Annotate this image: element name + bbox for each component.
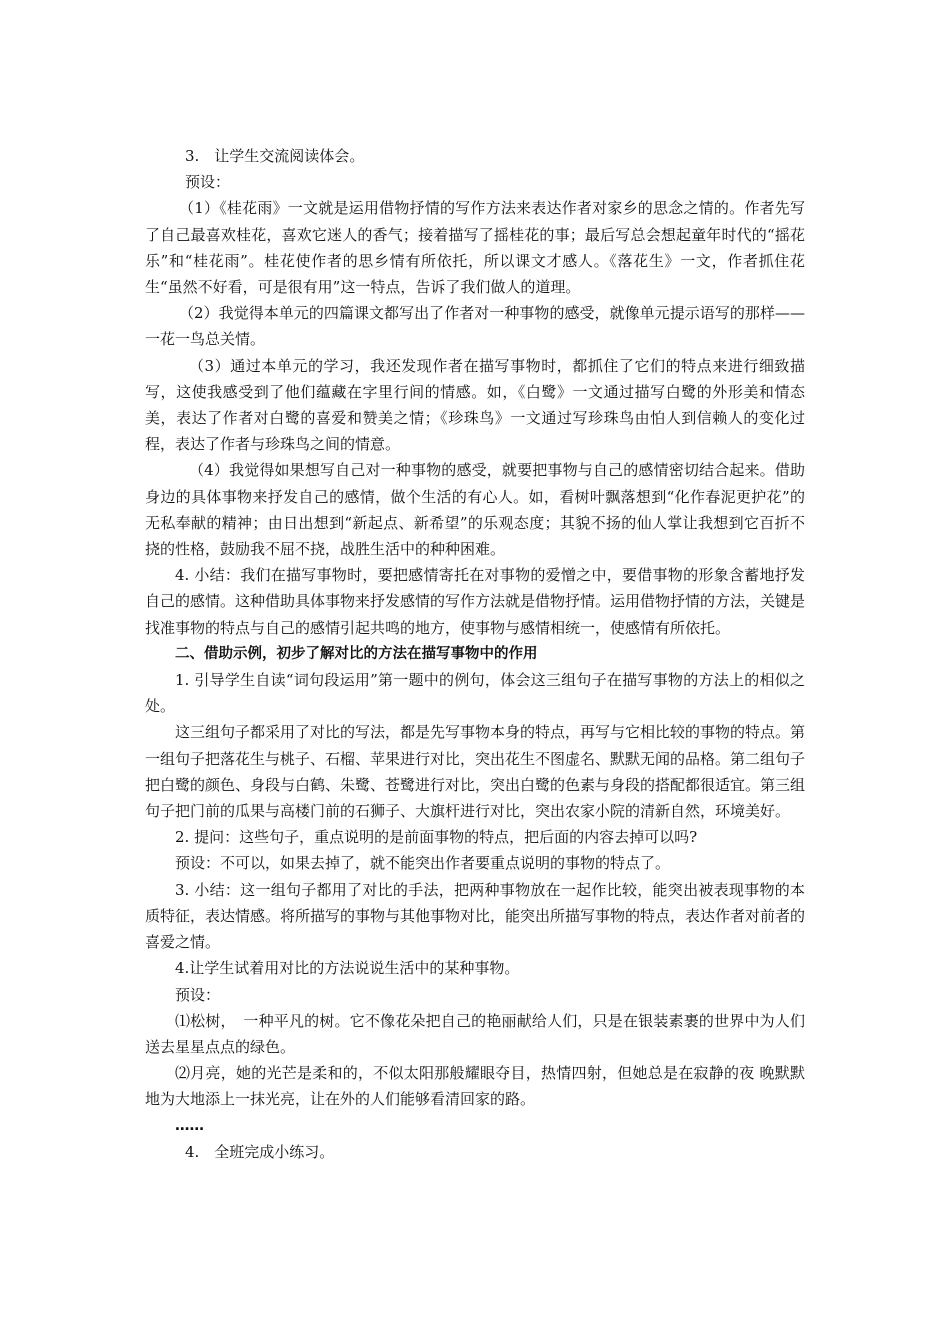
example-pine: ⑴松树， 一种平凡的树。它不像花朵把自己的艳丽献给人们，只是在银装素裹的世界中为人们送去星星点点的绿色。 — [145, 1011, 805, 1056]
explanation: 这三组句子都采用了对比的写法，都是先写事物本身的特点，再写与它相比较的事物的特点。第一组句子把落花生与桃子、石榴、苹果进行对比，突出花生不图虚名、默默无闻的品格。第二组句子把白鹭的颜色、身段与白鹤、朱鹭、苍鹭进行对比，突出白鹭的色素与身段的搭配都很适宜。第三组句子把门前的瓜果与高楼门前的石狮子、大旗杆进行对比，突出农家小院的清新自然，环境美好。 — [145, 723, 806, 821]
step-4-task: 4.让学生试着用对比的方法说说生活中的某种事物。 — [175, 959, 520, 978]
item-3-share: 3. 让学生交流阅读体会。 — [185, 147, 365, 165]
preset-2: （2）我觉得本单元的四篇课文都写出了作者对一种事物的感受，就像单元提示语写的那样——一花一鸟总关情。 — [145, 304, 805, 349]
preset-1: （1）《桂花雨》一文就是运用借物抒情的写作方法来表达作者对家乡的思念之情的。作者先写了自己最喜欢桂花，喜欢它迷人的香气；接着描写了摇桂花的事；最后写总会想起童年时代的“摇花乐”和“桂花雨”。桂花使作者的思乡情有所依托，所以课文才感人。《落花生》一文，作者抓住花生“虽然不好看，可是很有用”这一特点，告诉了我们做人的道理。 — [145, 199, 805, 297]
step-2-preset: 预设：不可以，如果去掉了，就不能突出作者要重点说明的事物的特点了。 — [175, 854, 671, 873]
step-3-summary: 3. 小结：这一组句子都用了对比的手法，把两种事物放在一起作比较，能突出被表现事物的本质特征，表达情感。将所描写的事物与其他事物对比，能突出所描写事物的特点，表达作者对前者的喜爱之情。 — [145, 880, 806, 952]
final-step: 4. 全班完成小练习。 — [185, 1142, 335, 1161]
step-2-question: 2. 提问：这些句子，重点说明的是前面事物的特点，把后面的内容去掉可以吗? — [175, 828, 698, 847]
preset-label: 预设： — [185, 173, 231, 192]
document-body — [145, 143, 805, 1165]
section-heading-2: 二、借助示例，初步了解对比的方法在描写事物中的作用 — [175, 645, 538, 662]
summary-4: 4. 小结：我们在描写事物时，要把感情寄托在对事物的爱憎之中，要借事物的形象含蓄地抒发自己的感情。这种借助具体事物来抒发感情的写作方法就是借物抒情。运用借物抒情的方法，关键是找准事物的特点与自己的感情引起共鸣的地方，使事物与感情相统一，使感情有所依托。 — [145, 566, 806, 637]
step-4-preset-label: 预设： — [175, 985, 221, 1004]
preset-4: （4）我觉得如果想写自己对一种事物的感受，就要把事物与自己的感情密切结合起来。借助身边的具体事物来抒发自己的感情，做个生活的有心人。如，看树叶飘落想到“化作春泥更护花”的无私奉献的精神；由日出想到“新起点、新希望”的乐观态度；其貌不扬的仙人掌让我想到它百折不挠的性格，鼓励我不屈不挠，战胜生活中的种种困难。 — [145, 461, 805, 559]
example-moon: ⑵月亮，她的光芒是柔和的，不似太阳那般耀眼夺目，热情四射，但她总是在寂静的夜 晚默默地为大地添上一抹光亮，让在外的人们能够看清回家的路。 — [145, 1064, 805, 1109]
ellipsis: …… — [175, 1117, 204, 1134]
preset-3: （3）通过本单元的学习，我还发现作者在描写事物时，都抓住了它们的特点来进行细致描写，这使我感受到了他们蕴藏在字里行间的情感。如，《白鹭》一文通过描写白鹭的外形美和情态美，表达了作者对白鹭的喜爱和赞美之情；《珍珠鸟》一文通过写珍珠鸟由怕人到信赖人的变化过程，表达了作者与珍珠鸟之间的情意。 — [145, 356, 805, 454]
step-1: 1. 引导学生自读“词句段运用”第一题中的例句，体会这三组句子在描写事物的方法上的相似之处。 — [145, 671, 805, 716]
